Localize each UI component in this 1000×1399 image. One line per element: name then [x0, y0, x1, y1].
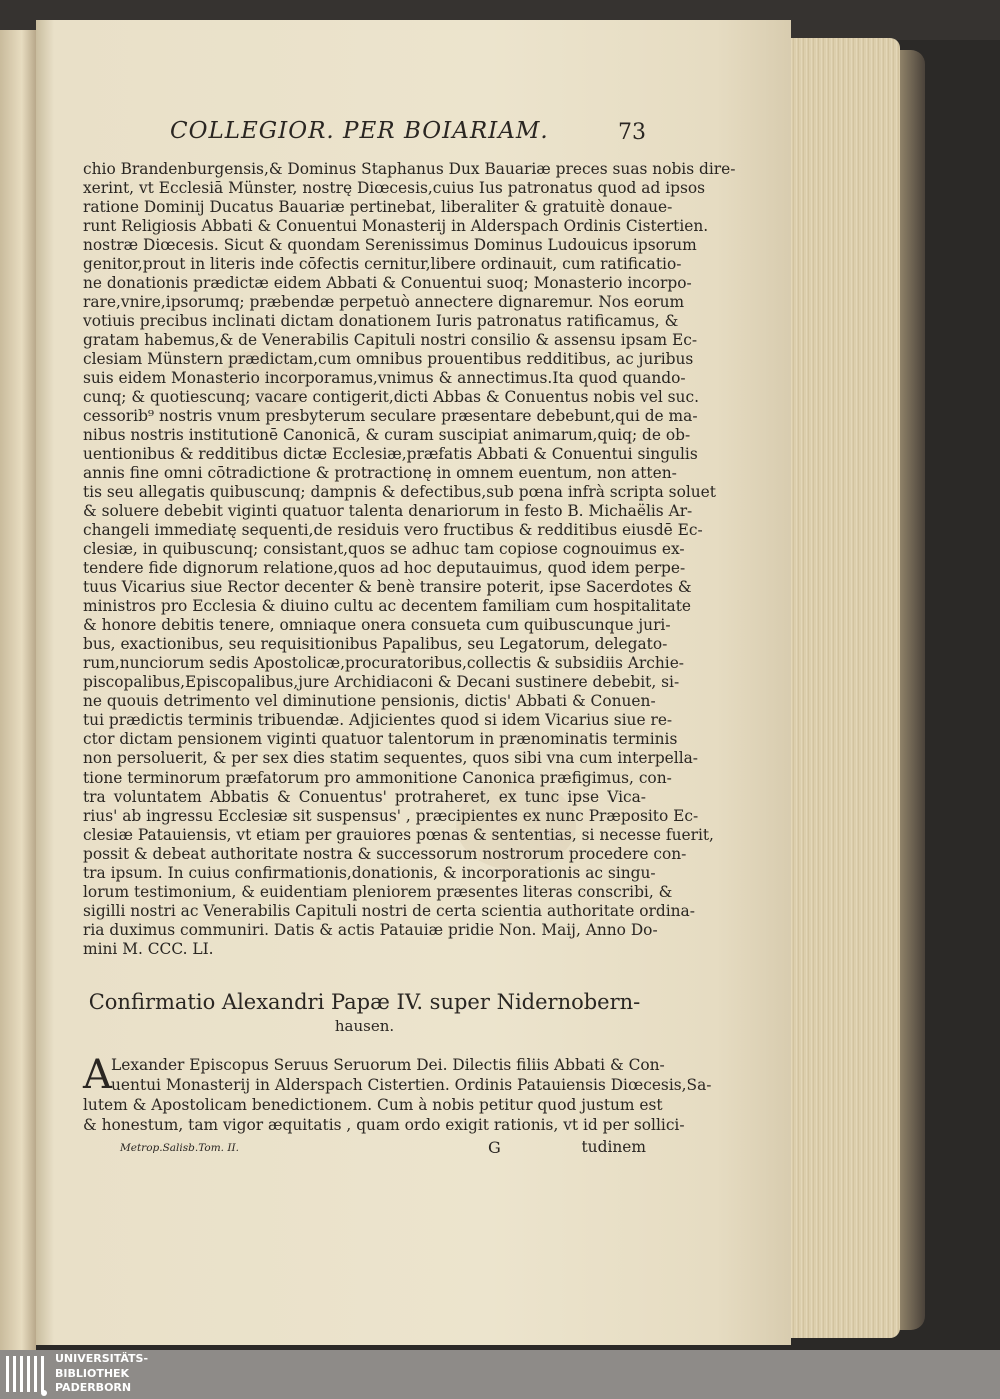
- section-heading: [83, 990, 646, 1038]
- body-line: & soluere debebit viginti quatuor talenta denariorum in festo B. Michaëlis Ar-: [83, 502, 693, 521]
- body-line: tuus Vicarius siue Rector decenter & benè transire poterit, ipse Sacerdotes &: [83, 578, 692, 597]
- papal-letter: [83, 1052, 712, 1135]
- body-line: cessorib⁹ nostris vnum presbyterum seculare præsentare debebunt,qui de ma-: [83, 407, 698, 426]
- section-heading-line: hausen.: [334, 1017, 395, 1035]
- body-line: tui prædictis terminis tribuendæ. Adjicientes quod si idem Vicarius siue re-: [83, 711, 673, 730]
- page-footer: [120, 1138, 646, 1160]
- body-line: ctor dictam pensionem viginti quatuor talentorum in prænominatis terminis: [83, 730, 678, 749]
- body-line: non persoluerit, & per sex dies statim sequentes, quos sibi vna cum interpella-: [83, 749, 698, 768]
- body-line: ratione Dominij Ducatus Bauariæ pertinebat, liberaliter & gratuitè donaue-: [83, 198, 673, 217]
- body-line: bus, exactionibus, seu requisitionibus Papalibus, seu Legatorum, delegato-: [83, 635, 668, 654]
- letter-line: uentui Monasterij in Alderspach Cistertien. Ordinis Patauiensis Diœcesis,Sa-: [111, 1076, 712, 1094]
- body-line: ministros pro Ecclesia & diuino cultu ac decentem familiam cum hospitalitate: [83, 597, 692, 616]
- body-line: tra ipsum. In cuius confirmationis,donationis, & incorporationis ac singu-: [83, 863, 656, 882]
- body-line: rum,nunciorum sedis Apostolicæ,procuratoribus,collectis & subsidiis Archie-: [83, 654, 685, 673]
- body-line: clesiam Münstern prædictam,cum omnibus prouentibus redditibus, ac juribus: [83, 350, 694, 369]
- body-line: cunq; & quotiescunq; vacare contigerit,dicti Abbas & Conuentus nobis vel suc.: [83, 388, 699, 407]
- body-line: piscopalibus,Episcopalibus,jure Archidiaconi & Decani sustinere debebit, si-: [83, 673, 680, 692]
- page-header: [170, 118, 646, 152]
- body-line: uentionibus & redditibus dictæ Ecclesiæ,præfatis Abbati & Conuentui singulis: [83, 445, 698, 464]
- body-line: changeli immediatę sequenti,de residuis vero fructibus & redditibus eiusdē Ec-: [83, 521, 703, 540]
- catchword: tudinem: [581, 1138, 646, 1156]
- library-banner: [0, 1350, 1000, 1399]
- body-line: xerint, vt Ecclesiā Münster, nostrę Diœcesis,cuius Ius patronatus quod ad ipsos: [83, 179, 706, 198]
- section-heading-line: Confirmatio Alexandri Papæ IV. super Nidernobern-: [88, 990, 641, 1014]
- library-name-line: UNIVERSITÄTS-: [55, 1352, 149, 1365]
- body-line: clesiæ Patauiensis, vt etiam per grauiores pœnas & sententias, si necesse fuerit,: [83, 825, 714, 844]
- body-line: rius' ab ingressu Ecclesiæ sit suspensus' , præcipientes ex nunc Præposito Ec-: [83, 806, 699, 825]
- body-line: ne donationis prædictæ eidem Abbati & Conuentui suoq; Monasterio incorpo-: [83, 274, 692, 293]
- body-line: chio Brandenburgensis,& Dominus Staphanus Dux Bauariæ preces suas nobis dire-: [83, 160, 736, 178]
- body-line: annis fine omni cōtradictione & protractionę in omnem euentum, non atten-: [83, 464, 677, 483]
- body-line: & honore debitis tenere, omniaque onera consueta cum quibuscunque juri-: [83, 616, 671, 635]
- body-line: rare,vnire,ipsorumq; præbendæ perpetuò annectere dignaremur. Nos eorum: [83, 293, 685, 312]
- body-line: lorum testimonium, & euidentiam pleniorem præsentes literas conscribi, &: [83, 882, 673, 901]
- library-name-line: BIBLIOTHEK: [55, 1366, 130, 1380]
- body-line: possit & debeat authoritate nostra & successorum nostrorum procedere con-: [83, 844, 687, 863]
- signature-mark: Metrop.Salisb.Tom. II.: [120, 1142, 239, 1154]
- body-line: genitor,prout in literis inde cōfectis cernitur,libere ordinauit, cum ratificatio-: [83, 255, 682, 274]
- body-line: clesiæ, in quibuscunq; consistant,quos se adhuc tam copiose cognouimus ex-: [83, 540, 685, 559]
- drop-cap: A: [83, 1052, 112, 1098]
- letter-line: & honestum, tam vigor æquitatis , quam ordo exigit rationis, vt id per sollici-: [83, 1116, 685, 1134]
- page-number: 73: [618, 120, 646, 145]
- library-name-line: PADERBORN: [55, 1381, 132, 1394]
- facing-page-edge: [0, 30, 36, 1350]
- body-line: suis eidem Monasterio incorporamus,vnimus & annectimus.Ita quod quando-: [83, 369, 686, 388]
- library-name: [55, 1352, 148, 1396]
- letter-line: Lexander Episcopus Seruus Seruorum Dei. Dilectis filiis Abbati & Con-: [111, 1056, 665, 1074]
- gathering-mark: G: [488, 1138, 501, 1157]
- body-line: nostræ Diœcesis. Sicut & quondam Serenissimus Dominus Ludouicus ipsorum: [83, 236, 697, 255]
- library-logo-icon: [4, 1352, 50, 1398]
- body-line: votiuis precibus inclinati dictam donationem Iuris patronatus ratificamus, &: [83, 312, 679, 331]
- body-line: ne quouis detrimento vel diminutione pensionis, dictis' Abbati & Conuen-: [83, 692, 656, 711]
- body-line: tra voluntatem Abbatis & Conuentus' protraheret, ex tunc ipse Vica-: [83, 787, 646, 806]
- body-line: tendere fide dignorum relatione,quos ad hoc deputauimus, quod idem perpe-: [83, 559, 686, 578]
- body-line: sigilli nostri ac Venerabilis Capituli nostri de certa scientia authoritate ordina-: [83, 901, 695, 920]
- body-line: nibus nostris institutionē Canonicā, & curam suscipiat animarum,quiq; de ob-: [83, 426, 691, 445]
- body-line: ria duximus communiri. Datis & actis Patauiæ pridie Non. Maij, Anno Do-: [83, 920, 658, 939]
- book-page-edges: [775, 38, 900, 1338]
- body-line: tione terminorum præfatorum pro ammonitione Canonica præfigimus, con-: [83, 768, 672, 787]
- body-line: runt Religiosis Abbati & Conuentui Monasterij in Alderspach Ordinis Cistertien.: [83, 217, 709, 236]
- body-text: [83, 160, 736, 959]
- letter-line: lutem & Apostolicam benedictionem. Cum à nobis petitur quod justum est: [83, 1096, 663, 1114]
- body-line: tis seu allegatis quibuscunq; dampnis & defectibus,sub pœna infrà scripta soluet: [83, 483, 716, 502]
- body-line: gratam habemus,& de Venerabilis Capituli nostri consilio & assensu ipsam Ec-: [83, 331, 698, 350]
- body-line: mini M. CCC. LI.: [83, 939, 214, 958]
- running-head: COLLEGIOR. PER BOIARIAM.: [170, 118, 549, 144]
